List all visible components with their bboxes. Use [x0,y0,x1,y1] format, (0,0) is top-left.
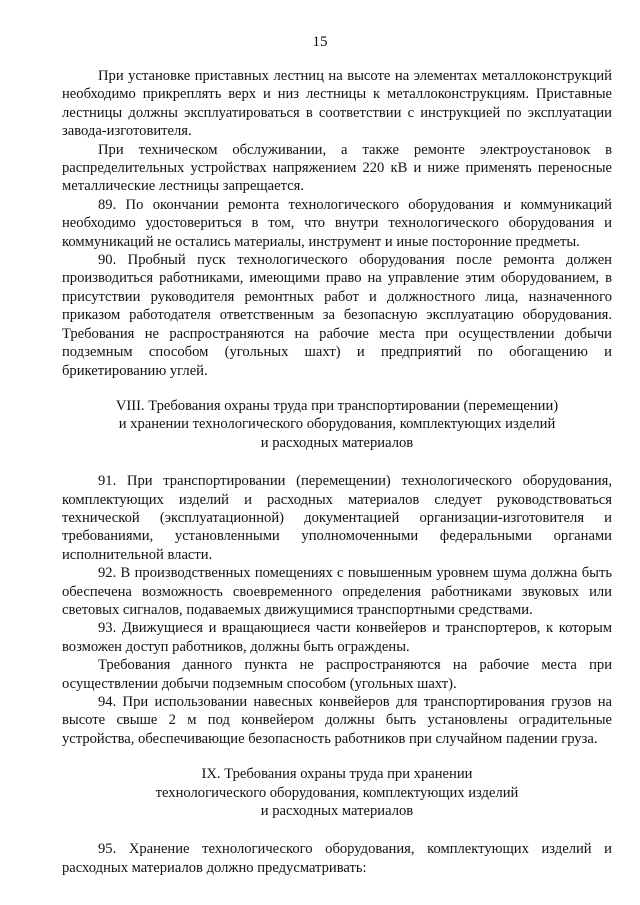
heading-line: и расходных материалов [260,434,414,451]
page-content [62,67,612,877]
paragraph-95: 95. Хранение технологического оборудования, комплектующих изделий и расходных материалов должно предусматривать: [62,841,612,876]
heading-line: и расходных материалов [260,803,414,820]
page-number: 15 [312,34,328,50]
section-heading-ix [62,765,612,820]
section-heading-viii [62,397,612,452]
paragraph-91: 91. При транспортировании (перемещении) технологического оборудования, комплектующих изделий и расходных материалов следует руководствоваться технической (эксплуатационной) документацией организации-изготовителя и требованиями, установленными уполномоченными федеральными органами исполнительной власти. [62,473,612,563]
paragraph-89: 89. По окончании ремонта технологического оборудования и коммуникаций необходимо удостовериться в том, что внутри технологического оборудования и коммуникаций не остались материалы, инструмент и иные посторонние предметы. [62,196,612,250]
paragraph-93-exception: Требования данного пункта не распространяются на рабочие места при осуществлении добычи подземным способом (угольных шахт). [62,657,612,692]
heading-line: IX. Требования охраны труда при хранении [201,766,473,783]
paragraph-ladders-attachment: При установке приставных лестниц на высоте на элементах металлоконструкций необходимо прикреплять верх и низ лестницы к металлоконструкциям. Приставные лестницы должны эксплуатироваться в соответствии с инструкцией по эксплуатации завода-изготовителя. [62,68,612,140]
paragraph-92: 92. В производственных помещениях с повышенным уровнем шума должна быть обеспечена возможность своевременного определения работниками звуковых или световых сигналов, подаваемых движущимися транспортными средствами. [62,565,612,618]
heading-line: технологического оборудования, комплектующих изделий [155,784,519,801]
paragraph-94: 94. При использовании навесных конвейеров для транспортирования грузов на высоте свыше 2 м под конвейером должны быть установлены оградительные устройства, обеспечивающие безопасность работников при случайном падении груза. [62,694,612,747]
paragraph-93: 93. Движущиеся и вращающиеся части конвейеров и транспортеров, к которым возможен доступ работников, должны быть ограждены. [62,620,612,655]
paragraph-90: 90. Пробный пуск технологического оборудования после ремонта должен производиться работниками, имеющими право на управление этим оборудованием, в присутствии руководителя ремонтных работ и должностного лица, назначенного приказом работодателя ответственным за безопасную эксплуатацию оборудования. Требования не распространяются на рабочие места при осуществлении добычи подземным способом (угольных шахт) и предприятий по обогащению и брикетированию углей. [62,252,612,379]
paragraph-metal-ladders-prohibition: При техническом обслуживании, а также ремонте электроустановок в распределительных устройствах напряжением 220 кВ и ниже применять переносные металлические лестницы запрещается. [62,141,612,195]
heading-line: и хранении технологического оборудования, комплектующих изделий [118,416,556,433]
heading-line: VIII. Требования охраны труда при транспортировании (перемещении) [115,397,559,414]
